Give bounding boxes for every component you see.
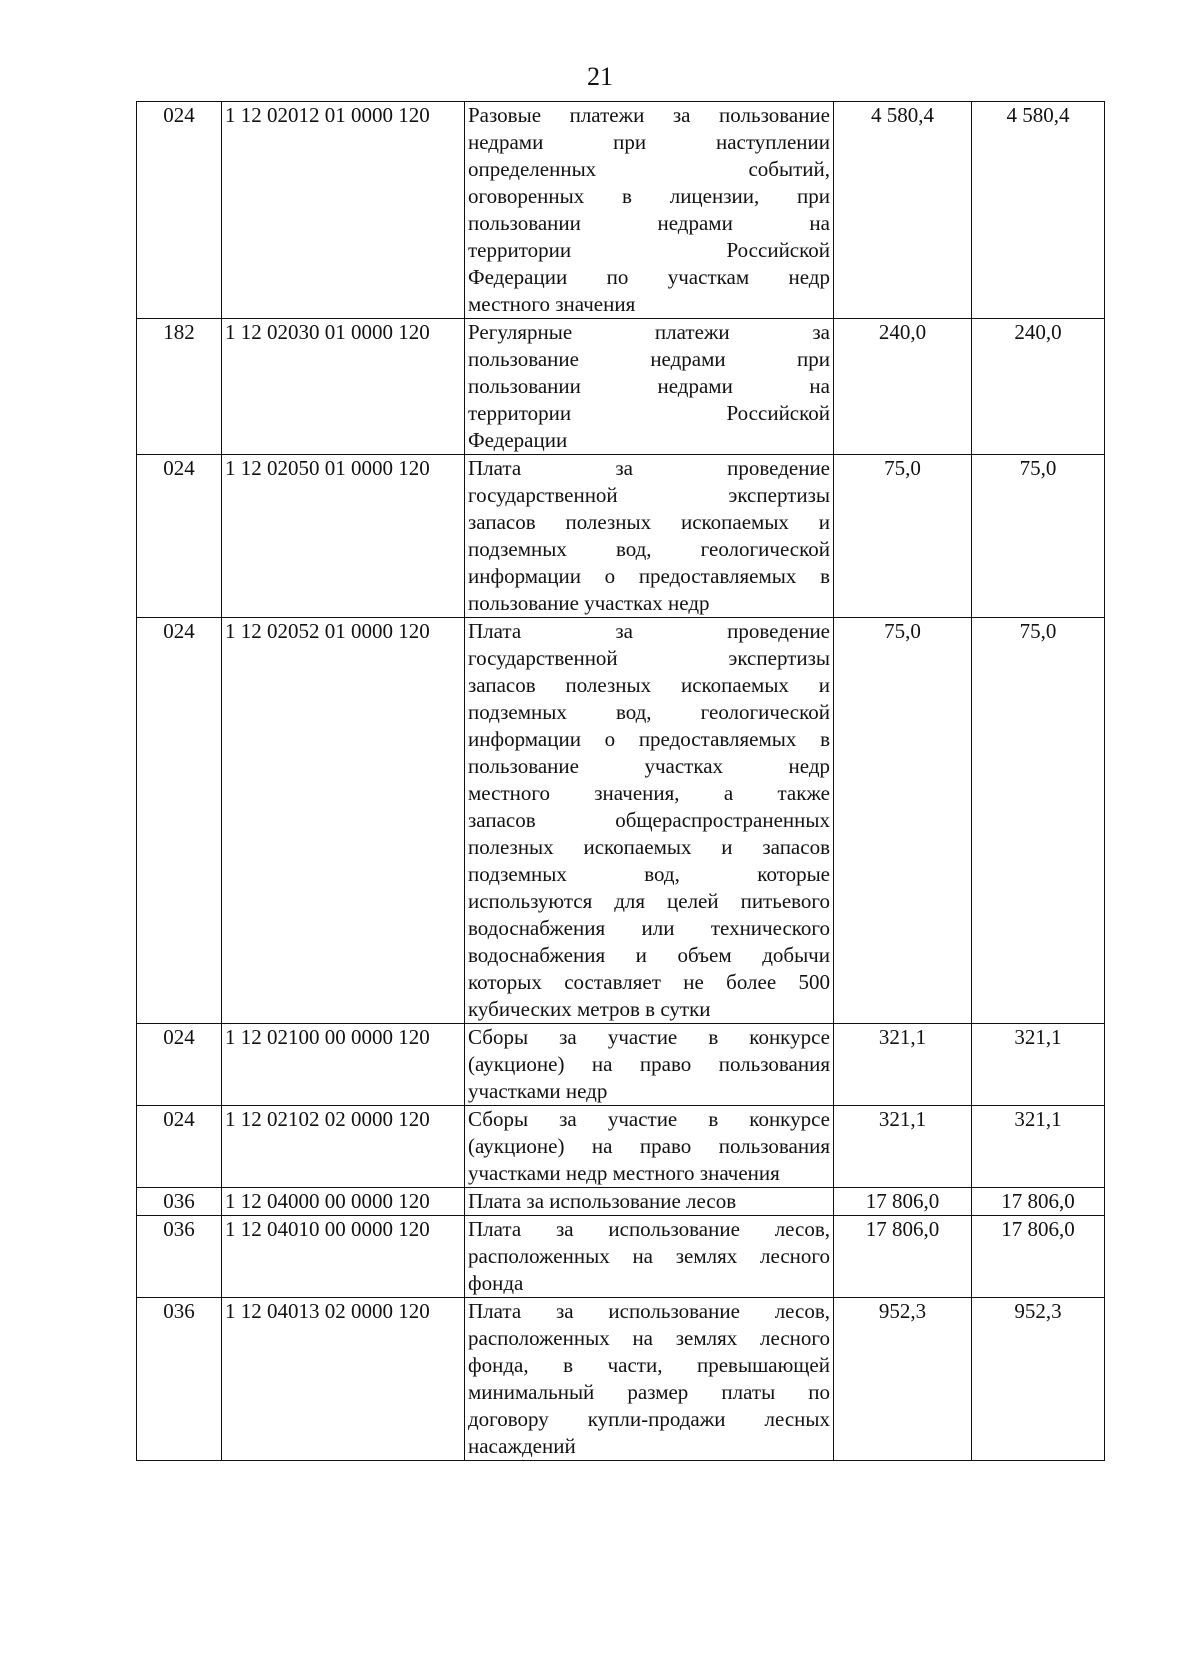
budget-classification-code-cell: 1 12 02052 01 0000 120 <box>222 618 465 1024</box>
table-body <box>137 102 1105 1461</box>
amount-cell-1: 321,1 <box>834 1106 972 1188</box>
revenue-name-line: Плата за использование лесов, <box>468 1299 830 1323</box>
revenue-name-cell <box>465 1106 834 1188</box>
revenue-name-line: участками недр <box>468 1079 608 1103</box>
revenue-name-line: водоснабжения и объем добычи <box>468 943 830 967</box>
budget-classification-code-cell: 1 12 04013 02 0000 120 <box>222 1298 465 1461</box>
revenue-name-line: Федерации <box>468 428 568 452</box>
page-number: 21 <box>587 62 613 91</box>
revenue-name-line: участками недр местного значения <box>468 1161 780 1185</box>
admin-code-cell: 036 <box>137 1298 222 1461</box>
revenue-name-line: расположенных на землях лесного <box>468 1326 830 1350</box>
admin-code-cell: 024 <box>137 1106 222 1188</box>
table-row <box>137 1106 1105 1188</box>
revenue-name-line: запасов общераспространенных <box>468 808 830 832</box>
revenue-name-line: насаждений <box>468 1434 576 1458</box>
amount-cell-2: 17 806,0 <box>972 1188 1105 1216</box>
budget-revenue-table <box>136 101 1105 1461</box>
admin-code-cell: 024 <box>137 455 222 618</box>
revenue-name-line: Федерации по участкам недр <box>468 265 830 289</box>
revenue-name-line: полезных ископаемых и запасов <box>468 835 830 859</box>
amount-cell-2: 17 806,0 <box>972 1216 1105 1298</box>
admin-code-cell: 036 <box>137 1188 222 1216</box>
admin-code-cell: 024 <box>137 618 222 1024</box>
revenue-name-line: информации о предоставляемых в <box>468 727 830 751</box>
revenue-name-line: пользовании недрами на <box>468 211 830 235</box>
revenue-name-cell <box>465 1188 834 1216</box>
revenue-name-line: территории Российской <box>468 238 830 262</box>
budget-classification-code-cell: 1 12 02030 01 0000 120 <box>222 319 465 455</box>
admin-code-cell: 036 <box>137 1216 222 1298</box>
revenue-name-cell <box>465 1024 834 1106</box>
revenue-name-line: водоснабжения или технического <box>468 916 830 940</box>
table-row <box>137 102 1105 319</box>
amount-cell-1: 17 806,0 <box>834 1188 972 1216</box>
amount-cell-2: 75,0 <box>972 618 1105 1024</box>
amount-cell-1: 952,3 <box>834 1298 972 1461</box>
amount-cell-1: 321,1 <box>834 1024 972 1106</box>
revenue-name-line: (аукционе) на право пользования <box>468 1052 830 1076</box>
amount-cell-1: 75,0 <box>834 618 972 1024</box>
table-row <box>137 455 1105 618</box>
table-row <box>137 1216 1105 1298</box>
revenue-name-line: территории Российской <box>468 401 830 425</box>
revenue-name-line: подземных вод, геологической <box>468 700 830 724</box>
table-row <box>137 319 1105 455</box>
revenue-name-line: фонда, в части, превышающей <box>468 1353 830 1377</box>
revenue-name-line: расположенных на землях лесного <box>468 1244 830 1268</box>
amount-cell-2: 75,0 <box>972 455 1105 618</box>
admin-code-cell: 024 <box>137 102 222 319</box>
revenue-name-line: Плата за использование лесов, <box>468 1217 830 1241</box>
revenue-name-line: фонда <box>468 1271 524 1295</box>
revenue-name-cell <box>465 1298 834 1461</box>
revenue-name-cell <box>465 618 834 1024</box>
revenue-name-line: Плата за использование лесов <box>468 1189 737 1213</box>
revenue-name-line: Плата за проведение <box>468 456 830 480</box>
revenue-name-line: недрами при наступлении <box>468 130 830 154</box>
revenue-name-cell <box>465 319 834 455</box>
budget-classification-code-cell: 1 12 02100 00 0000 120 <box>222 1024 465 1106</box>
amount-cell-1: 4 580,4 <box>834 102 972 319</box>
admin-code-cell: 182 <box>137 319 222 455</box>
budget-classification-code-cell: 1 12 02012 01 0000 120 <box>222 102 465 319</box>
revenue-name-line: которых составляет не более 500 <box>468 970 830 994</box>
revenue-name-line: кубических метров в сутки <box>468 997 711 1021</box>
revenue-name-line: запасов полезных ископаемых и <box>468 510 830 534</box>
budget-classification-code-cell: 1 12 04010 00 0000 120 <box>222 1216 465 1298</box>
amount-cell-1: 75,0 <box>834 455 972 618</box>
revenue-name-line: государственной экспертизы <box>468 483 830 507</box>
amount-cell-2: 321,1 <box>972 1024 1105 1106</box>
revenue-name-line: (аукционе) на право пользования <box>468 1134 830 1158</box>
revenue-name-line: пользование недрами при <box>468 347 830 371</box>
revenue-name-line: местного значения <box>468 292 636 316</box>
revenue-name-cell <box>465 455 834 618</box>
revenue-name-line: используются для целей питьевого <box>468 889 830 913</box>
revenue-name-line: Разовые платежи за пользование <box>468 103 830 127</box>
revenue-name-line: пользование участках недр <box>468 591 710 615</box>
budget-classification-code-cell: 1 12 02050 01 0000 120 <box>222 455 465 618</box>
table-row <box>137 618 1105 1024</box>
revenue-name-cell <box>465 102 834 319</box>
revenue-name-line: Сборы за участие в конкурсе <box>468 1107 830 1131</box>
revenue-name-line: местного значения, а также <box>468 781 830 805</box>
amount-cell-2: 952,3 <box>972 1298 1105 1461</box>
revenue-name-line: государственной экспертизы <box>468 646 830 670</box>
amount-cell-2: 240,0 <box>972 319 1105 455</box>
revenue-name-line: пользовании недрами на <box>468 374 830 398</box>
revenue-name-line: минимальный размер платы по <box>468 1380 830 1404</box>
revenue-name-line: договору купли-продажи лесных <box>468 1407 830 1431</box>
revenue-name-line: Плата за проведение <box>468 619 830 643</box>
table-row <box>137 1188 1105 1216</box>
revenue-name-line: оговоренных в лицензии, при <box>468 184 830 208</box>
revenue-name-line: Регулярные платежи за <box>468 320 830 344</box>
amount-cell-2: 321,1 <box>972 1106 1105 1188</box>
revenue-name-line: подземных вод, геологической <box>468 537 830 561</box>
table-row <box>137 1024 1105 1106</box>
admin-code-cell: 024 <box>137 1024 222 1106</box>
revenue-name-line: запасов полезных ископаемых и <box>468 673 830 697</box>
revenue-name-line: Сборы за участие в конкурсе <box>468 1025 830 1049</box>
revenue-name-line: информации о предоставляемых в <box>468 564 830 588</box>
amount-cell-1: 17 806,0 <box>834 1216 972 1298</box>
revenue-name-line: определенных событий, <box>468 157 830 181</box>
budget-classification-code-cell: 1 12 04000 00 0000 120 <box>222 1188 465 1216</box>
amount-cell-2: 4 580,4 <box>972 102 1105 319</box>
table-row <box>137 1298 1105 1461</box>
amount-cell-1: 240,0 <box>834 319 972 455</box>
revenue-name-line: пользование участках недр <box>468 754 830 778</box>
revenue-name-line: подземных вод, которые <box>468 862 830 886</box>
budget-classification-code-cell: 1 12 02102 02 0000 120 <box>222 1106 465 1188</box>
revenue-name-cell <box>465 1216 834 1298</box>
